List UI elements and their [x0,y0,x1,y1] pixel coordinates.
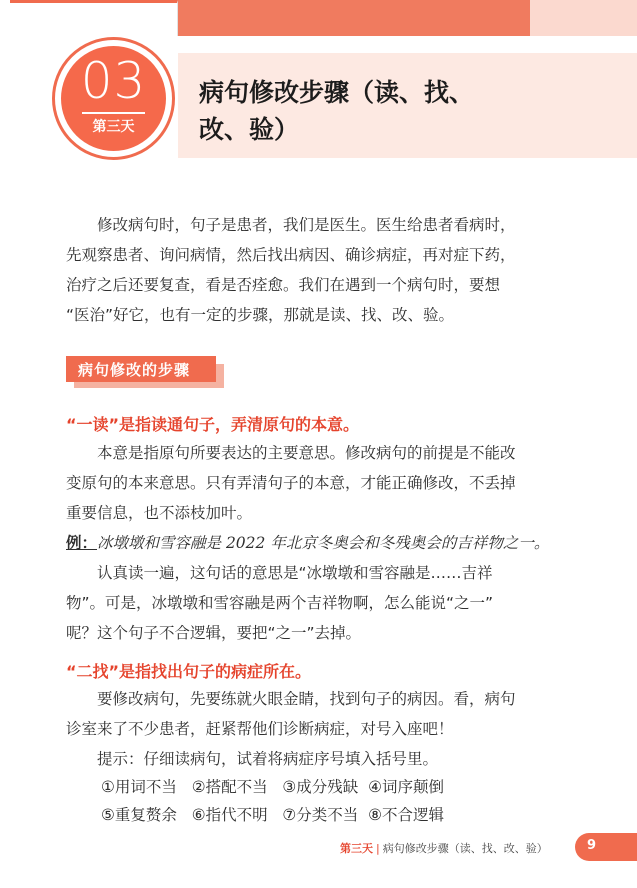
chapter-day-label: 第三天 [92,119,135,135]
intro-line-1: 修改病句时，句子是患者，我们是医生。医生给患者看病时， [97,216,516,234]
step1-body [66,438,572,528]
step1-example [66,528,572,558]
option-item: ③成分残缺 [282,778,359,796]
example-label: 例： [66,534,98,552]
step1-analysis-line-2: 物”。可是，冰墩墩和雪容融是两个吉祥物啊，怎么能说“之一” [66,594,494,612]
step2-body [66,684,572,774]
badge-divider [82,112,145,114]
intro-line-4: “医治”好它，也有一定的步骤，那就是读、找、改、验。 [66,306,455,324]
option-item: ⑧不合逻辑 [368,806,445,824]
option-item: ⑦分类不当 [282,806,359,824]
step1-body-line-3: 重要信息，也不添枝加叶。 [66,504,253,522]
step2-body-line-2: 诊室来了不少患者，赶紧帮他们诊断病症，对号入座吧！ [66,720,454,738]
chapter-number: 03 [80,52,147,110]
step1-analysis-line-3: 呢？这个句子不合逻辑，要把“之一”去掉。 [66,624,362,642]
header-top-rule [10,0,178,36]
step1-body-line-2: 变原句的本来意思。只有弄清句子的本意，才能正确修改，不丢掉 [66,474,516,492]
option-item: ②搭配不当 [191,778,268,796]
intro-paragraph [66,210,572,330]
header-accent-bar [178,0,530,36]
intro-line-3: 治疗之后还要复查，看是否痊愈。我们在遇到一个病句时，要想 [66,276,501,294]
footer-separator: | [376,842,380,855]
step2-heading: “二找”是指找出句子的病症所在。 [66,662,312,681]
options-row-1 [101,772,444,802]
options-row-2 [101,800,444,830]
page-number-tab [575,833,637,861]
section-tag-label: 病句修改的步骤 [78,361,191,379]
footer-title: 病句修改步骤（读、找、改、验） [382,842,548,855]
step1-heading: “一读”是指读通句子，弄清原句的本意。 [66,415,360,434]
chapter-title-line-2: 改、验） [199,115,300,144]
intro-line-2: 先观察患者、询问病情，然后找出病因、确诊病症，再对症下药， [66,246,516,264]
option-item: ⑤重复赘余 [101,806,177,824]
header-light-bar [530,0,637,36]
option-item: ①用词不当 [101,778,177,796]
chapter-title-line-1: 病句修改步骤（读、找、 [199,78,475,107]
step1-analysis [66,558,572,648]
footer-day: 第三天 [340,842,373,855]
option-item: ⑥指代不明 [191,806,268,824]
example-sentence: 冰墩墩和雪容融是 2022 年北京冬奥会和冬残奥会的吉祥物之一。 [97,534,550,552]
section-tag [66,356,224,384]
option-item: ④词序颠倒 [368,778,445,796]
step1-analysis-line-1: 认真读一遍，这句话的意思是“冰墩墩和雪容融是……吉祥 [97,564,493,582]
step2-hint: 提示：仔细读病句，试着将病症序号填入括号里。 [97,750,439,768]
step2-body-line-1: 要修改病句，先要练就火眼金睛，找到句子的病因。看，病句 [97,690,516,708]
page-footer [340,840,570,856]
page-number: 9 [587,838,597,853]
chapter-title [199,74,499,148]
step1-body-line-1: 本意是指原句所要表达的主要意思。修改病句的前提是不能改 [97,444,516,462]
